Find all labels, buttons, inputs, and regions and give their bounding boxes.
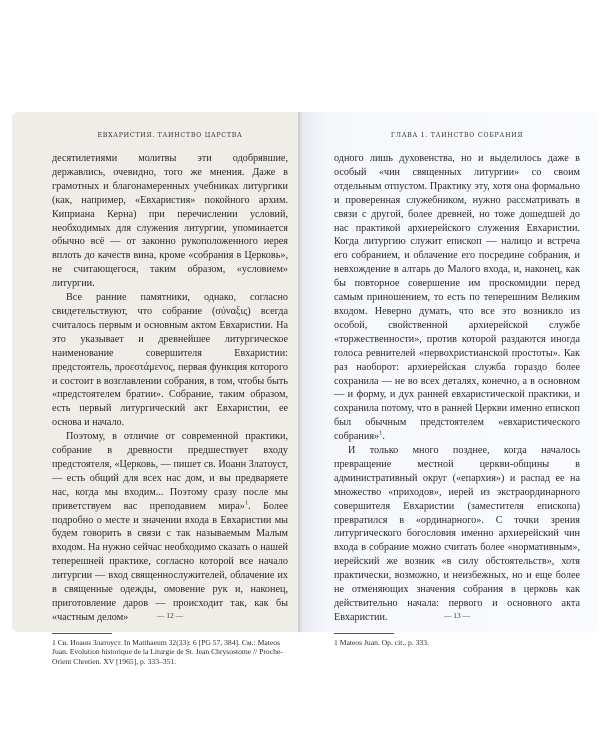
body-text-right [334,152,580,625]
right-page [300,112,598,647]
footnote-marker: 1 [244,499,249,507]
left-paragraph-3-text: Поэтому, в отличие от современной практики, собрание в древности предшествует входу предстоятеля, «Церковь, — пишет св. Иоанн Златоуст, — есть общий для всех нас дом, и вы предваряете нас, когда мы входим... Поэтому сразу после мы приветствуем вас преподавием мира» [52,431,288,512]
book-spread [12,112,598,666]
page-number-left: — 12 — [156,611,184,620]
right-paragraph-2: И только много позднее, когда началось превращение местной церкви-общины в административный округ («епархия») и распад ее на множество «приходов», иерей из экстраординарного совершителя Евхаристии (заместителя епископа) превратился в «ординарного». С точки зрения литургического богословия именно архиерейский чин входа в собрание можно считать более «нормативным», иерейский же возник «в силу обстоятельств», хотя практически, возможно, и неизбежных, но и еще более не отменяющих значения собрания в церковь как действительно начала: первого и основного акта Евхаристии. [334,445,580,623]
running-head-left: ЕВХАРИСТИЯ. ТАИНСТВО ЦАРСТВА [97,132,243,139]
page-number-right: — 13 — [443,611,471,620]
running-head-right: ГЛАВА 1. ТАИНСТВО СОБРАНИЯ [390,132,524,139]
left-page [12,112,300,666]
footnote-right: 1 Mateos Juan. Op. cit., p. 333. [334,637,429,647]
left-paragraph-3 [52,430,288,625]
footnote-divider-right [334,633,394,634]
footnote-left: 1 Св. Иоанн Златоуст. In Matthaeum 32(33): 6 [PG 57, 384]. См.: Mateos Juan. Evolution historique de la Liturgie de St. Jean Chrysostome // Proche-Orient Chretien. XV [1965], p. 333–351. [52,637,283,666]
left-paragraph-2: Все ранние памятники, однако, согласно свидетельствуют, что собрание (σύναξις) всегда считалось первым и основным актом Евхаристии. На это указывает и древнейшее литургическое наименование совершителя Евхаристии: предстоятель, προεστάμενος, первая функция которого и состоит в возглавлении собрания, в том, чтобы быть «предстоятелем братии». Собрание, таким образом, есть первый литургический акт Евхаристии, ее основа и начало. [52,292,288,429]
book-gutter [298,112,302,632]
right-paragraph-1 [334,153,580,442]
left-paragraph-3-cont: . Более подробно о месте и значении входа в Евхаристии мы будем говорить в связи с так называемым Малым входом. На нужно сейчас необходимо сказать о нашей теперешней практике, согласно которой все начало литургии — вход священнослужителей, облачение их в священные одежды, омовение рук и, наконец, приготовление даров — происходит так, как бы «частным делом» [52,500,289,623]
body-text-left [52,152,288,625]
footnote-marker: 1 [379,429,383,437]
left-paragraph-1: десятилетиями молитвы эти одобрявшие, державлись, очевидно, того же мнения. Даже в грамотных и благонамеренных учебниках литургики (как, например, «Евхаристия» покойного архим. Киприана Керна) при перечислении условий, необходимых для служения литургии, упоминается обычно всё — от законно рукоположенного иерея вплоть до качеств вина, кроме «собрания в Церковь», не считающегося, таким образом, «условием» литургии. [52,153,288,290]
right-paragraph-1-text: одного лишь духовенства, но и выделилось даже в особый «чин священных литургии» со своим отдельным отпустом. Практику эту, хотя она формально и проверенная служебником, нужно рассматривать в связи с другой, более древней, но тоже дошедшей до нас практикой архиерейского служения Евхаристии. Когда литургию служит епископ — налицо и встреча его собранием, и облачение его посредине собрания, и невхождение в алтарь до Малого входа, и, наконец, как бы повторное совершение им проскомидии перед самым приношением, то есть по теперешним Великим входом. Неверно думать, что все это возникло из особой, свойственной архиерейской службе «торжественности», против которой раздаются иногда голоса ревнителей «первохристианской простоты». Как раз наоборот: архиерейская служба гораздо более сохранила — не во всех деталях, конечно, а в основном — и форму, и дух ранней евхаристической практики, и сохранила потому, что в ранней Церкви именно епископ был обычным предстоятелем «евхаристического собрания» [334,153,580,443]
right-paragraph-1-end: . [382,431,385,443]
footnote-divider-left [52,633,112,634]
